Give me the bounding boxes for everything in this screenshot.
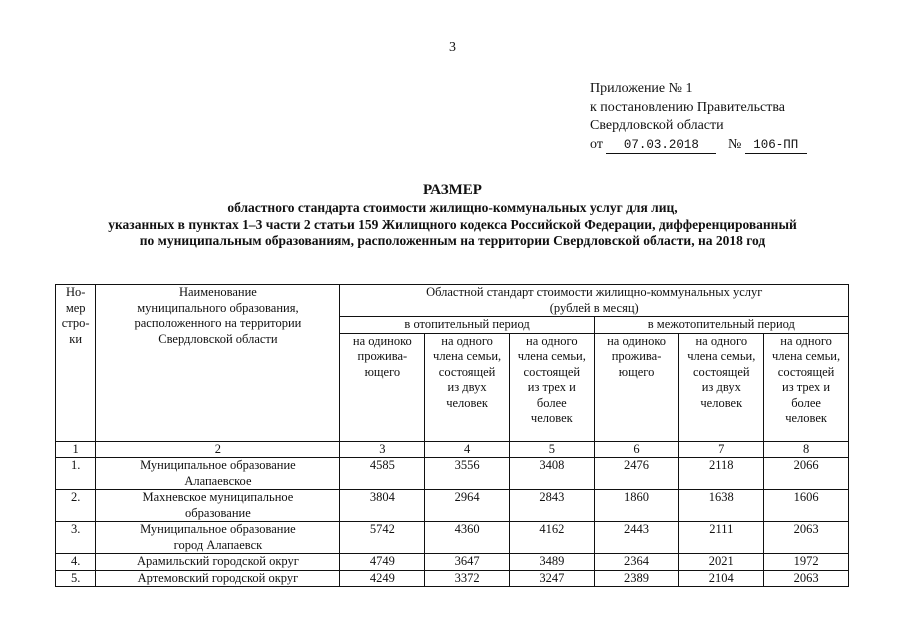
row-number: 1. bbox=[56, 458, 96, 490]
header-heating-period: в отопительный период bbox=[340, 317, 594, 334]
header-col-5: на одного члена семьи, состоящей из трех и более человек bbox=[509, 333, 594, 441]
document-heading bbox=[0, 180, 905, 250]
value-cell: 3247 bbox=[509, 570, 594, 587]
table-row bbox=[56, 490, 849, 522]
value-cell: 2364 bbox=[594, 554, 679, 571]
value-cell: 2443 bbox=[594, 522, 679, 554]
value-cell: 2118 bbox=[679, 458, 764, 490]
col-number: 4 bbox=[425, 441, 510, 458]
header-non-heating-period: в межотопительный период bbox=[594, 317, 848, 334]
table-row bbox=[56, 570, 849, 587]
row-number: 5. bbox=[56, 570, 96, 587]
from-label: от bbox=[590, 136, 603, 152]
value-cell: 1638 bbox=[679, 490, 764, 522]
header-col-6: на одиноко прожива- ющего bbox=[594, 333, 679, 441]
header-row-number: Но- мер стро- ки bbox=[56, 285, 96, 442]
row-number: 4. bbox=[56, 554, 96, 571]
value-cell: 1972 bbox=[764, 554, 849, 571]
value-cell: 3372 bbox=[425, 570, 510, 587]
value-cell: 4360 bbox=[425, 522, 510, 554]
value-cell: 3408 bbox=[509, 458, 594, 490]
value-cell: 2021 bbox=[679, 554, 764, 571]
header-standard: Областной стандарт стоимости жилищно-коммунальных услуг (рублей в месяц) bbox=[340, 285, 849, 317]
value-cell: 1860 bbox=[594, 490, 679, 522]
col-number: 3 bbox=[340, 441, 425, 458]
decree-date: 07.03.2018 bbox=[606, 137, 716, 154]
column-number-row bbox=[56, 441, 849, 458]
value-cell: 2389 bbox=[594, 570, 679, 587]
municipality-name: Махневское муниципальное образование bbox=[96, 490, 340, 522]
header-col-3: на одиноко прожива- ющего bbox=[340, 333, 425, 441]
col-number: 5 bbox=[509, 441, 594, 458]
table-row bbox=[56, 554, 849, 571]
decree-number: 106-ПП bbox=[745, 137, 807, 154]
col-number: 1 bbox=[56, 441, 96, 458]
value-cell: 2111 bbox=[679, 522, 764, 554]
col-number: 2 bbox=[96, 441, 340, 458]
heading-line-1: областного стандарта стоимости жилищно-коммунальных услуг для лиц, bbox=[227, 200, 678, 215]
municipality-name: Муниципальное образование Алапаевское bbox=[96, 458, 340, 490]
value-cell: 2964 bbox=[425, 490, 510, 522]
value-cell: 2843 bbox=[509, 490, 594, 522]
document-title: РАЗМЕР bbox=[423, 182, 482, 198]
row-number: 2. bbox=[56, 490, 96, 522]
col-number: 8 bbox=[764, 441, 849, 458]
page-number: 3 bbox=[449, 40, 456, 55]
header-col-8: на одного члена семьи, состоящей из трех и более человек bbox=[764, 333, 849, 441]
value-cell: 4249 bbox=[340, 570, 425, 587]
appendix-line-1: Приложение № 1 bbox=[590, 81, 693, 96]
table-row bbox=[56, 522, 849, 554]
value-cell: 2066 bbox=[764, 458, 849, 490]
value-cell: 3489 bbox=[509, 554, 594, 571]
value-cell: 4162 bbox=[509, 522, 594, 554]
col-number: 7 bbox=[679, 441, 764, 458]
value-cell: 2476 bbox=[594, 458, 679, 490]
appendix-line-3: Свердловской области bbox=[590, 118, 724, 133]
appendix-date-line bbox=[590, 136, 807, 155]
value-cell: 2063 bbox=[764, 522, 849, 554]
appendix-block bbox=[590, 80, 807, 154]
table-row bbox=[56, 458, 849, 490]
header-col-7: на одного члена семьи, состоящей из двух человек bbox=[679, 333, 764, 441]
municipality-name: Арамильский городской округ bbox=[96, 554, 340, 571]
value-cell: 3647 bbox=[425, 554, 510, 571]
number-label: № bbox=[727, 136, 742, 152]
value-cell: 3556 bbox=[425, 458, 510, 490]
municipality-name: Артемовский городской округ bbox=[96, 570, 340, 587]
value-cell: 3804 bbox=[340, 490, 425, 522]
standards-table bbox=[55, 284, 849, 587]
row-number: 3. bbox=[56, 522, 96, 554]
header-row-1 bbox=[56, 285, 849, 317]
value-cell: 4749 bbox=[340, 554, 425, 571]
value-cell: 2104 bbox=[679, 570, 764, 587]
value-cell: 5742 bbox=[340, 522, 425, 554]
heading-line-3: по муниципальным образованиям, расположенным на территории Свердловской области, на 2018 год bbox=[139, 233, 766, 248]
municipality-name: Муниципальное образование город Алапаевск bbox=[96, 522, 340, 554]
appendix-line-2: к постановлению Правительства bbox=[590, 99, 786, 115]
header-municipality: Наименование муниципального образования, расположенного на территории Свердловской области bbox=[96, 285, 340, 442]
header-col-4: на одного члена семьи, состоящей из двух человек bbox=[425, 333, 510, 441]
value-cell: 4585 bbox=[340, 458, 425, 490]
value-cell: 1606 bbox=[764, 490, 849, 522]
value-cell: 2063 bbox=[764, 570, 849, 587]
col-number: 6 bbox=[594, 441, 679, 458]
heading-line-2: указанных в пунктах 1–3 части 2 статьи 159 Жилищного кодекса Российской Федерации, дифференцированный bbox=[108, 216, 797, 232]
